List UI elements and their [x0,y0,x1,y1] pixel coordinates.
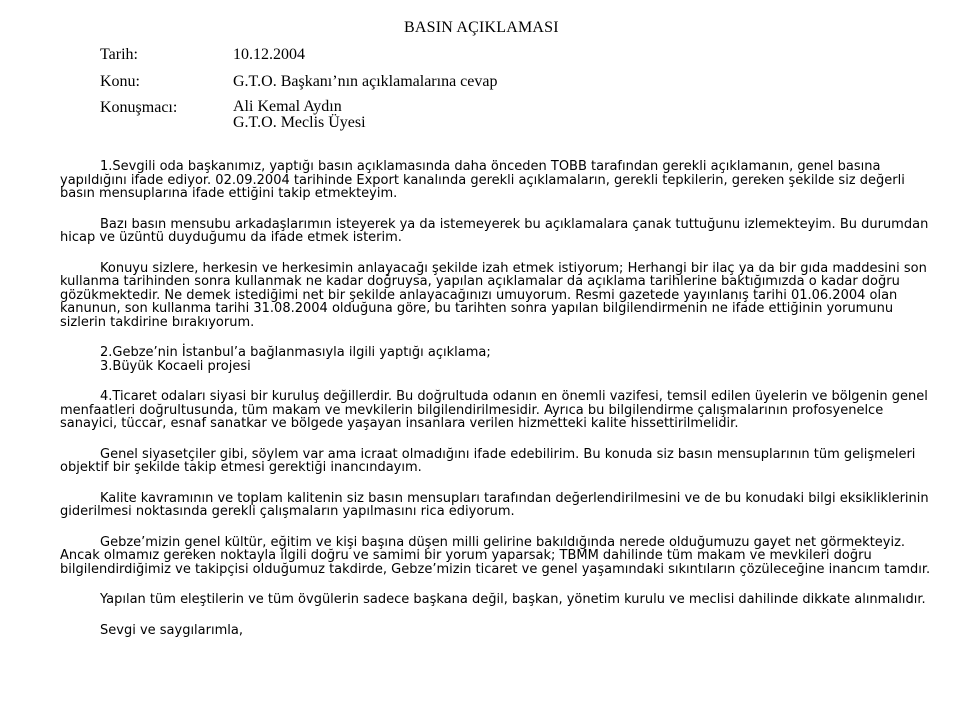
paragraph-2: Bazı basın mensubu arkadaşlarımın isteyerek ya da istemeyerek bu açıklamalara çanak tuttuğunu izlemekteyim. Bu durumdan hicap ve üzüntü duyduğumu da ifade etmek isterim. [60,216,929,245]
paragraph-7: Gebze’mizin genel kültür, eğitim ve kişi başına düşen milli gelirine bakıldığında nerede olduğumuzu gayet net görmekteyiz. Ancak olmamız gereken noktayla ilgili doğru ve samimi bir yorum yaparsak; TBMM dahilinde tüm makam ve mevkileri doğru bilgilendirdiğimiz ve takipçisi olduğumuz takdirde, Gebze’mizin ticaret ve genel yaşamındaki sıkıntıların çözüleceğine inancım tamdır. [60,534,931,577]
date-label: Tarih: [100,46,138,63]
document-title: BASIN AÇIKLAMASI [404,19,559,36]
paragraph-8: Yapılan tüm eleştilerin ve tüm övgülerin sadece başkana değil, başkan, yönetim kurulu ve meclisi dahilinde dikkate alınmalıdır. [100,592,926,607]
list-item-2: 2.Gebze’nin İstanbul’a bağlanmasıyla ilgili yaptığı açıklama; [100,345,491,360]
paragraph-6: Kalite kavramının ve toplam kalitenin siz basın mensupları tarafından değerlendirilmesini ve de bu konudaki bilgi eksikliklerinin giderilmesi noktasında gerekli çalışmaların yapılmasını rica ediyorum. [60,490,929,519]
speaker-label: Konuşmacı: [100,99,178,116]
speaker-name: Ali Kemal Aydın [233,98,342,115]
paragraph-5: Genel siyasetçiler gibi, söylem var ama icraat olmadığını ifade edebilirim. Bu konuda siz basın mensuplarının tüm gelişmeleri objektif bir şekilde takip etmesi gerektiği inancındayım. [60,446,916,475]
paragraph-4: 4.Ticaret odaları siyasi bir kuruluş değillerdir. Bu doğrultuda odanın en önemli vazifesi, temsil edilen üyelerin ve bölgenin genel menfaatleri doğrultusunda, tüm makam ve mevkilerin bilgilendirilmesidir. Ayrıca bu bilgilendirme çalışmalarının profosyenelce sanayici, tüccar, esnaf sanatkar ve bölgede yaşayan insanlara verilen hizmetteki kalite hissettirilmelidir. [60,389,928,431]
date-value: 10.12.2004 [233,46,305,63]
subject-value: G.T.O. Başkanı’nın açıklamalarına cevap [233,73,498,90]
list-item-3: 3.Büyük Kocaeli projesi [100,358,251,374]
subject-label: Konu: [100,73,140,90]
speaker-role: G.T.O. Meclis Üyesi [233,114,366,131]
paragraph-3: Konuyu sizlere, herkesin ve herkesimin anlayacağı şekilde izah etmek istiyorum; Herhangi bir ilaç ya da bir gıda maddesini son kullanma tarihinden sonra kullanmak ne kadar doğruysa, yapılan açıklamalar da açıklama tarihlerine baktığımızda o kadar doğru gözükmektedir. Ne demek istediğimi net bir şekilde anlayacağınızı umuyorum. Resmi gazetede yayınlanış tarihi 01.06.2004 olan kanunun, son kullanma tarihi 31.08.2004 olduğuna göre, bu tarihten sonra yapılan bilgilendirmenin ne ifade ettiğinin yorumunu sizlerin takdirine bırakıyorum. [60,260,927,330]
topic-list [60,346,932,373]
paragraph-1: 1.Sevgili oda başkanımız, yaptığı basın açıklamasında daha önceden TOBB tarafından gerekli açıklamanın, genel basına yapıldığını ifade ediyor. 02.09.2004 tarihinde Export kanalında gerekli açıklamaların, gerekli tepkilerin, gereken şekilde siz değerli basın mensuplarına ifade ettiğini takip etmekteyim. [60,159,905,201]
document-body [60,160,932,637]
closing-line: Sevgi ve saygılarımla, [100,622,243,638]
